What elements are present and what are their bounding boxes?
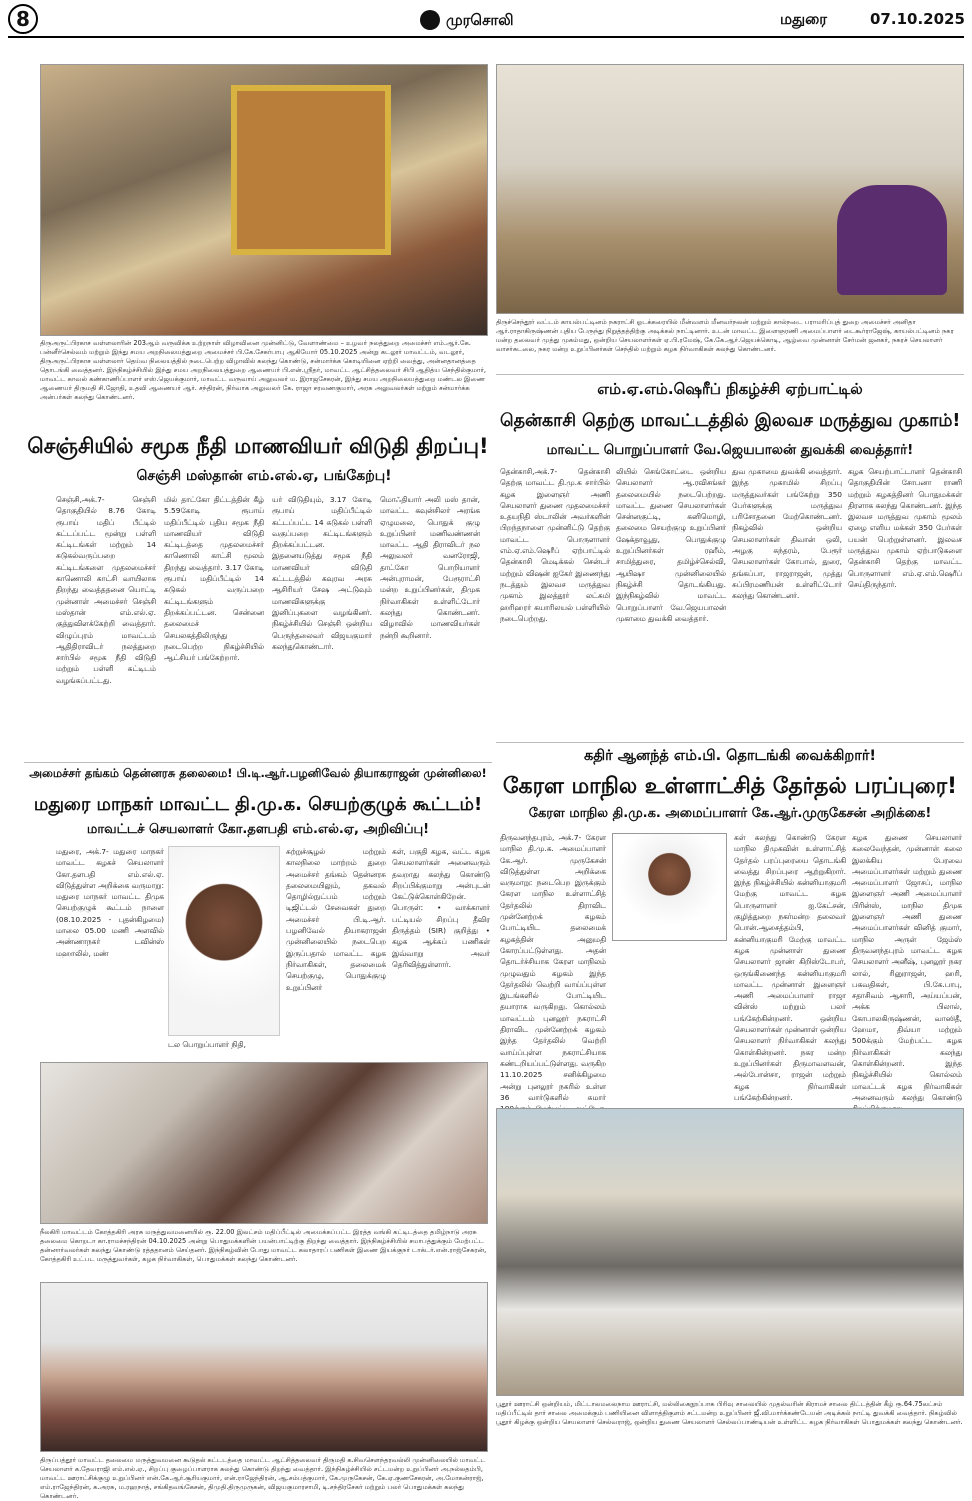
road-work-caption: பூதூர் ஊராட்சி ஒன்றியம், மிட்டாலமலைநாம ஊராட்சி, மல்லிகைநூப்பாக பிரிவு சாலையில் முதல்வரின் கிராமச் சாலை திட்டத்தின் கீழ் ரூ.64.75லட்சம் மதிப்பீட்டில் தார் சாலை அமைக்கும் பணியினை விளாத்திகுளம் சட்டமன்ற உறுப்பினர் ஜீ.வி.மார்க்கண்டேயன் அடிக்கல் நாட்டி துவக்கி வைத்தார். நிகழ்வில் பூதூர் கிழக்கு ஒன்றிய செயலாளர் செல்வராஜ், ஒன்றிய துணை செயலாளர் செல்லப்பாண்டியன் உள்ளிட்ட கழக நிர்வாகிகள் பொதுமக்கள் கலந்து கொண்டனர். — [496, 1400, 963, 1426]
madurai-kicker: அமைச்சர் தங்கம் தென்னரசு தலைமை! பி.டி.ஆர்.பழனிவேல் தியாகராஜன் முன்னிலை! — [29, 766, 487, 780]
header-rule — [8, 36, 964, 38]
kerala-subhead: கேரள மாநில தி.மு.க. அமைப்பாளர் கே.ஆர்.முருகேசன் அறிக்கை! — [528, 806, 932, 821]
senji-column-4: மொஃதியார் அலி மஸ் தான், மாவட்ட கவுன்சிலர் அரங்க ஏழுமலை, பொதுக் குழு உறுப்பினர் மணிவண்ணன் மாவட்ட ஆதி திராவிடர் நல அலுவலர் வனரோஜி, தாட்கோ பொறியாளர் அன்புராமன், பேரூராட்சி மன்ற உறுப்பினர்கள், திமுக நிர்வாகிகள் உள்ளிட்டோர் கலந்து கொண்டனர். விழாவில் மாணவியர்கள் நன்றி கூறினார். — [380, 495, 480, 640]
murugesan-portrait-image — [613, 834, 726, 940]
issue-date: 07.10.2025 — [870, 10, 965, 28]
murugesan-portrait — [612, 833, 727, 941]
kayalpattinam-photo — [496, 64, 964, 314]
tirupattur-hospital-caption: திருப்பத்தூர் மாவட்ட தலைமை மருத்துவமனை கூடுதல் கட்டடத்தை மாவட்ட ஆட்சித்தலைவர் திருமதி க.சிவசௌந்தரவல்லி முன்னிலையில் மாவட்ட செயலாளர் க.தேவராஜி எம்.எல்.ஏ., சிறப்பு குழைப்பாளராக கலந்து கொண்டு திறந்து வைத்தார். இந்நிகழ்ச்சியில் சட்டமன்ற உறுப்பினர் அ.நல்லதம்பி, மாவட்ட ஊராட்சிக்குழு உறுப்பினர் என்.கே.ஆர்.சூரியகுமார், என்.ராஜேந்திரன், ஆ.சம்பத்குமார், கே.முருகேசன், கே.ஏ.குணசேகரன், அ.மோகன்ராஜ், எம்.ராஜேந்திரன், க.அரசு, ம.ரஹநாத், சங்கிதவங்கேசன், திமுதி.திருமுருகன், விஜயகுமாரசாமி, டி.சந்திரசேகர் மற்றும் பலர் பொதுமக்கள் கலந்து கொண்டனர். — [40, 1456, 486, 1500]
tenkasi-column-2: லியில் செங்கோட்டை ஒன்றிய செயலாளர் ஆ.ரவிசங்கர் தலைமையில் நடைபெற்றது. மாவட்ட துணை செயலாளர்கள் சென்னகுட்டி, கனிமொழி, தலைமை செயற்குழு உறுப்பினர் ஷேக்தாவூது, பொதுக்குழு உறுப்பினர்கள் ரஹீம், சாமித்துரை, தமிழ்ச்செல்வி, ஆயிஷா முன்னிலையில் நிகழ்ச்சி தொடங்கியது. இந்நிகழ்வில் மாவட்ட பொறுப்பாளர் வே.ஜெயபாலன் முகாமை துவக்கி வைத்தார். — [616, 467, 726, 623]
tenkasi-column-4: கழக செயற்பாட்டாளர் தென்காசி தொகுதியின் சோபனா ராணி மற்றும் கழகத்தினர் பொதுமக்கள் திரளாக கலந்து கொண்டனர். இந்த இலவச மருத்துவ முகாம் மூலம் ஏழை எளிய மக்கள் 350 பேர்கள் பயன் பெற்றுள்ளனர். இலவச மருத்துவ முகாம் ஏற்பாடுகளை தென்காசி தெற்கு மாவட்ட பொருளாளர் எம்.ஏ.எம்.ஷெரீப் செய்திருந்தார். — [848, 467, 962, 589]
thalapathi-portrait — [168, 846, 280, 1036]
kerala-column-2: கள் கலந்து கொண்டு கேரள மாநில திமுகவின் உள்ளாட்சித் தேர்தல் பரப்புரையை தொடங்கி வைத்து சிறப்புரை ஆற்றுகிறார். இந்த நிகழ்ச்சியில் கன்னியாகுமரி மேற்கு மாவட்ட கழக பொருளாளர் ஐ.கேட்சன், குழித்துறை நகர்மன்ற தலைவர் பொன்.ஆசைத்தம்பி, கன்னியாகுமரி மேற்கு மாவட்ட கழக முன்னாள் துணை செயலாளர் ஜாண் கிறிஸ்டோபர், ஒருங்கிணைந்த கன்னியாகுமரி மாவட்ட முன்னாள் இளைஞர் அணி அமைப்பாளர் ராஜா வின்ஸ் மற்றும் பலர் பங்கேற்கின்றனர். ஒன்றிய செயலாளர்கள் முன்னாள் ஒன்றிய செயலாளர் நிர்வாகிகள் கலந்து கொள்கின்றனர். நகர மன்ற உறுப்பினர்கள் திருமாவளவன், அல்போன்சா, ராஜன் மற்றும் கழக நிர்வாகிகள் பங்கேற்கின்றனர். — [734, 833, 846, 1102]
kerala-kicker: கதிர் ஆனந்த் எம்.பி. தொடங்கி வைக்கிறார்! — [583, 748, 877, 764]
paper-name: முரசொலி — [446, 11, 514, 29]
kerala-headline: கேரள மாநில உள்ளாட்சித் தேர்தல் பரப்புரை! — [502, 774, 958, 799]
vadalur-photo — [40, 64, 488, 336]
madurai-headline: மதுரை மாநகர் மாவட்ட தி.மு.க. செயற்குழுக் கூட்டம்! — [33, 794, 483, 815]
madurai-column-3: கள், பகுதி கழக, வட்ட கழக செயலாளர்கள் அனைவரும் தவறாது கலந்து கொண்டு சிறப்பிக்குமாறு அன்புடன் கேட்டுக்கொள்கிறேன். பொருள்: • வாக்காளர் பட்டியல் சிறப்பு தீவிர திருத்தம் (SIR) குறித்து • கழக ஆக்கப் பணிகள் இவ்வாறு அவர் தெரிவித்துள்ளார். — [392, 847, 490, 969]
senji-headline: செஞ்சியில் சமூக நீதி மாணவியர் விடுதி திறப்பு! — [27, 434, 489, 458]
kayalpattinam-photo-caption: திருச்செந்தூர் வட்டம் காயல்பட்டினம் நகராட்சி ஓடக்கரையில் மீன்வளம் மீனவர்நலன் மற்றும் கால்நடை பராமரிப்புத் துறை அமைச்சர் அனிதா ஆர்.ராதாகிருஷ்ணன் புதிய பேருந்து நிறுத்தத்திற்கு அடிக்கல் நாட்டினார். உடன் மாவட்ட இளைஞரணி அமைப்பாளர் டைகூர்ராஜேஷ், காயல்பட்டினம் நகர மன்ற தலைவர் முத்து முகம்மது, ஒன்றிய செயலாளர்கள் ஏ.பி.ரமேஷ், கே.கே.ஆர்.ஜெயக்கொடி, ஆழ்வை முன்னாள் சேர்மன் ஜனகர், நகரச் செயலாளர் வாசர்சுடலை, நகர மன்ற உறுப்பினர்கள் செந்தில் மற்றும் கழக நிர்வாகிகள் கலந்து கொண்டனர். — [496, 318, 954, 353]
madurai-top-rule — [24, 762, 492, 763]
kotagiri-photo-image — [41, 1063, 487, 1223]
kerala-top-rule — [496, 742, 964, 743]
kotagiri-photo — [40, 1062, 488, 1224]
madurai-column-1: மதுரை, அக்.7- மதுரை மாநகர் மாவட்ட கழகச் செயலாளர் கோ.தளபதி எம்.எல்.ஏ. விடுத்துள்ள அறிக்கை வருமாறு: மதுரை மாநகர் மாவட்ட திமுக செயற்குழுக் கூட்டம் நாளை (08.10.2025 - புதன்கிழமை) மாலை 05.00 மணி அளவில் அண்ணாநகர் டவின்ஸ் மஹாலில், மண் — [56, 847, 164, 958]
thalapathi-portrait-image — [169, 847, 279, 1035]
vadalur-photo-caption: திருஅருட்பிரகாச வள்ளலாரின் 203ஆம் வருவிக்க உற்றநாள் விழாவினை முன்னிட்டு, வேளாண்மை – உழவர் நலத்துறை அமைச்சர் எம்.ஆர்.கே. பன்னீர்செல்வம் மற்றும் இந்து சமய அறநிலையத்துறை அமைச்சர் பி.கே.சேகர்பாபு ஆகியோர் 05.10.2025 அன்று கடலூர் மாவட்டம், வடலூர், திருஅருட்பிரகாச வள்ளலார் தெய்வ நிலையத்தில் நடைபெற்ற விழாவில் கலந்து கொண்டு, சன்மார்க்க கொடியினை ஏற்றி வைத்து, அன்னதானத்தை தொடங்கி வைத்தனர். இந்நிகழ்ச்சியில் இந்து சமய அறநிலையத்துறை ஆணையர் பி.என்.ஸ்ரீதர், மாவட்ட ஆட்சித்தலைவர் சிபி ஆதித்ய செந்தில்குமார், மாவட்ட காவல் கண்காணிப்பாளர் எஸ்.ஜெயக்குமார், மாவட்ட வருவாய் அலுவலர் ம. இராஜசேகரன், இந்து சமய அறநிலையத்துறை மண்டல இணை ஆணையர் திருமதி சி.ஜோதி, உதவி ஆணையர் ஆர். சந்திரன், நிர்வாக அலுவலர் கே. ராஜா சரவணகுமார், அரசு அலுவலர்கள் மற்றும் சன்மார்க்க அன்பர்கள் கலந்து கொண்டனர். — [40, 339, 487, 401]
masthead — [420, 10, 560, 34]
madurai-column-2: சுற்றுச்சூழல் மற்றும் காலநிலை மாற்றம் துறை அமைச்சர் தங்கம் தென்னரசு தலைமையிலும், தகவல் தொழில்நுட்பம் மற்றும் டிஜிட்டல் சேவைகள் துறை அமைச்சர் பி.டி.ஆர். பழனிவேல் தியாகராஜன் முன்னிலையில் நடைபெற இருப்பதால் மாவட்ட கழக நிர்வாகிகள், தலைமைக் செயற்குழு, பொதுக்குழு உறுப்பினர் — [286, 847, 386, 992]
road-work-photo-image — [497, 1109, 963, 1395]
senji-subhead: செஞ்சி மஸ்தான் எம்.எல்.ஏ, பங்கேற்பு! — [136, 468, 392, 484]
edition-city: மதுரை — [780, 10, 828, 28]
page-number: 8 — [8, 4, 38, 34]
tenkasi-headline: தென்காசி தெற்கு மாவட்டத்தில் இலவச மருத்துவ முகாம்! — [500, 411, 961, 431]
kerala-column-3: கழக துணை செயலாளர் கலைவேந்தன், முன்னாள் கலை இலக்கிய பேரவை அமைப்பாளர்கள் மற்றும் துணை அமைப்பாளர் ஜோசப், மாநில இளைஞர் அணி அமைப்பாளர் பிரின்ஸ், மாநில திமுக இளைஞர் அணி துணை அமைப்பாளர்கள் வினித் குமார், மாநில அருள் ஜேம்ஸ் திருவனந்தபுரம் மாவட்ட கழக செயலாளர் அனீஷ், புனலூர் நகர லால், ரினுராஜன், ஹரி, பகவதிகள், பி.கே.பாபு, சதாசிவம் ஆசாரி, அய்யப்பன், அக்க பிலால், கோபாலகிருஷ்ணன், வாஸிதீ, ஹேமா, திவ்யா மற்றும் 500க்கும் மேற்பட்ட கழக நிர்வாகிகள் கலந்து கொள்கின்றனர். இந்த நிகழ்ச்சியில் கொல்லம் மாவட்டக் கழக நிர்வாகிகள் அனைவரும் கலந்து கொண்டு — [852, 833, 962, 1102]
tenkasi-top-rule — [496, 374, 964, 375]
shrine-frame — [231, 85, 391, 255]
senji-column-2: மில் தாட்கோ திட்டத்தின் கீழ் 5.59கோடி ரூபாய் மதிப்பீட்டில் புதிய சமூக நீதி மாணவியர் விடுதி கட்டிடத்தை முதலமைச்சர் காணொலி காட்சி மூலம் திறந்து வைத்தார். 3.17 கோடி ரூபாய் மதிப்பீட்டில் 14 சுடுகல் வருப்பறை கட்டிடங்களும் திறக்கப்பட்டன. சென்னை தலைமைச் செயலகத்திலிருந்து நடைபெற்ற நிகழ்ச்சியில் ஆட்சியர் பங்கேற்றார். — [164, 495, 264, 663]
kerala-column-1: திருவனந்தபுரம், அக்.7- கேரள மாநில தி.மு.க. அமைப்பாளர் கே.ஆர். முருகேசன் விடுத்துள்ள அறிக்கை வருமாறு: நடைபெற இருக்கும் கேரள மாநில உள்ளாட்சித் தேர்தலில் திராவிட முன்னேற்றக் கழகம் போட்டியிட தலைமைக் கழகத்தின் அனுமதி கோரப்பட்டுள்ளது. அதன் தொடர்ச்சியாக கேரள மாநிலம் முழுவதும் கழகம் இந்த தேர்தலில் வெற்றி வாய்ப்புள்ள இடங்களில் போட்டியிட தயாராக வருகிறது. கொல்லம் மாவட்டம் புனலூர் நகராட்சி திராவிட முன்னேற்றக் கழகம் இந்த தேர்தலில் வெற்றி வாய்ப்புள்ள நகராட்சியாக கண்டறியப்பட்டுள்ளது. வருகிற 11.10.2025 சனிக்கிழமை அன்று புனலூர் நகரில் உள்ள 36 வார்டுகளில் சுமார் — [500, 833, 606, 1102]
purple-figure — [837, 185, 947, 295]
tirupattur-hospital-photo-image — [41, 1283, 487, 1451]
page-header — [0, 0, 972, 40]
kotagiri-photo-caption: நீலகிரி மாவட்டம் கோத்தகிரி அரசு மருத்துவமனையில் ரூ. 22.00 இலட்சம் மதிப்பீட்டில் அமைக்கப்பட்ட இரத்த வங்கி கட்டிடத்தை தமிழ்நாடு அரசு தலைமை கொறடா கா.ராமச்சந்திரன் 04.10.2025 அன்று பொதுமக்களின் பயன்பாட்டிற்கு திறந்து வைத்தார். இந்நிகழ்ச்சியில் சமாபத்துக்கும் மேற்பட்ட தன்னார்வலர்கள் கலந்து கொண்டு ரத்ததானம் செய்தனர். இந்நிகழ்வின் போது மாவட்ட கலாதாரப் பணிகள் இணை இயக்குநர் டாக்டர்.என்.ராஜ்சேகரன், கோத்தகிரி உட்பட மருத்துவர்கள், கழக நிர்வாகிகள், பொதுமக்கள் கலந்து கொண்டனர். — [40, 1228, 487, 1263]
rooster-logo-icon — [420, 10, 440, 30]
tenkasi-kicker: எம்.ஏ.எம்.ஷெரீப் நிகழ்ச்சி ஏற்பாட்டில் — [597, 380, 863, 398]
madurai-portrait-caption: டல பொறுப்பாளர் நிதி, — [168, 1040, 246, 1049]
madurai-subhead: மாவட்டச் செயலாளர் கோ.தளபதி எம்.எல்.ஏ, அறிவிப்பு! — [86, 822, 430, 837]
road-work-photo — [496, 1108, 964, 1396]
senji-column-1: செஞ்சி,அக்.7- செஞ்சி தொகுதியில் 8.76 கோடி ரூபாய் மதிப் பீட்டில் கட்டப்பட்ட மூன்று பள்ளி கட்டிடங்கள் மற்றும் 14 சுடுகல்வருப்பறை கட்டிடங்களை முதலமைச்சர் காணொலி காட்சி வாயிலாக திறந்து வைத்ததனை யொட்டி முன்னாள் அமைச்சர் செஞ்சி மஸ்தான் எம்.எல்.ஏ. குத்துவிளக்கேற்றி வைத்தார். விழுப்புரம் மாவட்டம் ஆதிதிராவிடர் நலத்துறை சார்பில் சமூக நீதி விடுதி மற்றும் பள்ளி கட்டிடம் வழங்கப்பட்டது. — [56, 495, 156, 685]
tenkasi-column-1: தென்காசி,அக்.7- தென்காசி தெற்கு மாவட்ட தி.மு.க சார்பில் கழக இளைஞர் அணி செயலாளர் துணை முதலமைச்சர் உதயநிதி ஸ்டாலின் அவர்களின் பிறந்தநாளை முன்னிட்டு தெற்கு மாவட்ட பொருளாளர் எம்.ஏ.எம்.ஷெரீப் ஏற்பாட்டில் தென்காசி மெடிக்கல் சென்டர் மற்றும் விஷன் ஐகேர் இணைந்து நடத்தும் இலவச மருத்துவ முகாம் இலத்தூர் லட்சுமி ஹரிஹரர் கயாரிலயல் பள்ளியில் நடைபெற்றது. — [500, 467, 610, 623]
senji-column-3: யர் விடுதியும், 3.17 கோடி ரூபாய் மதிப்பீட்டில் கட்டப்பட்ட 14 சுடுகல் பள்ளி வகுப்பறை கட்டிடங்களும் திறக்கப்பட்டன. இதனையடுத்து சமூக நீதி மாணவியர் விடுதி கட்டடத்தில் கவுரவ அரசு ஆசிரியர் சேஷ அட்டுவும் மாணவிகளுக்கு இனிப்புகளை வழங்கினர். நிகழ்ச்சியில் செஞ்சி ஒன்றிய பெருந்தலைவர் விஜயகுமார் கலந்துகொண்டார். — [272, 495, 372, 651]
tenkasi-column-3: துவ முகாமை துவக்கி வைத்தார். இந்த முகாமில் சிறப்பு மருத்துவர்கள் பங்கேற்று 350 பேர்களுக்கு மருத்துவ பரிசோதனை மேற்கொண்டனர். நிகழ்வில் ஒன்றிய செயலாளர்கள் திவான் ஒலி, அழகு சுந்தரம், பேரூர் செயலாளர்கள் கோபால், துரை, தங்கப்பா, ராஜராஜன், முத்து சுப்பிரமணியன் உள்ளிட்டோர் கலந்து கொண்டனர். — [732, 467, 842, 601]
tenkasi-subhead: மாவட்ட பொறுப்பாளர் வே.ஜெயபாலன் துவக்கி வைத்தார்! — [546, 442, 914, 458]
tirupattur-hospital-photo — [40, 1282, 488, 1452]
